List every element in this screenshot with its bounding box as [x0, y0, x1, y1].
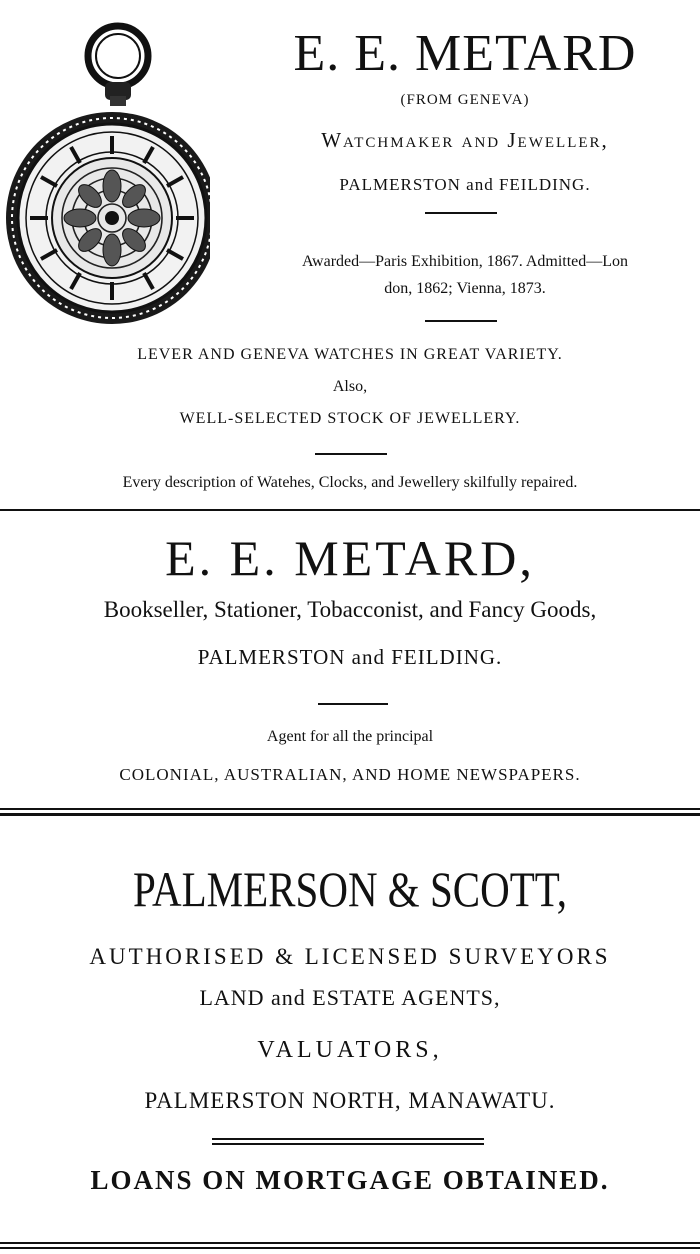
ad2-newspapers: COLONIAL, AUSTRALIAN, AND HOME NEWSPAPERS.: [119, 765, 581, 784]
divider-2-top: [0, 808, 700, 810]
ad2-agent-line: Agent for all the principal: [266, 728, 434, 745]
ad3-agents: LAND and ESTATE AGENTS,: [199, 985, 501, 1010]
ad1-short-rule-2: [425, 320, 497, 322]
ad1-repairs: Every description of Watehes, Clocks, and Jewellery skilfully repaired.: [122, 474, 578, 491]
ad3-rule-bottom: [212, 1143, 484, 1145]
ad1-awards-line1: Awarded—Paris Exhibition, 1867. Admitted—Lon: [301, 253, 629, 270]
ad1-awards: [235, 248, 695, 302]
ad3-rule-top: [212, 1138, 484, 1140]
ad2-locations: PALMERSTON and FEILDING.: [197, 645, 503, 669]
ad1-jewellery-stock: WELL-SELECTED STOCK OF JEWELLERY.: [179, 410, 521, 427]
divider-3-top: [0, 1242, 700, 1244]
ad1-trade: Watchmaker and Jeweller,: [321, 128, 609, 152]
ad2-trade: Bookseller, Stationer, Tobacconist, and Fancy Goods,: [103, 597, 597, 622]
ad2-short-rule: [318, 703, 388, 705]
ad1-awards-line2: don, 1862; Vienna, 1873.: [384, 280, 546, 297]
divider-1: [0, 509, 700, 511]
ad1-watches: LEVER AND GENEVA WATCHES IN GREAT VARIETY.: [137, 346, 563, 363]
ad3-title: PALMERSON & SCOTT,: [132, 861, 568, 917]
ad1-short-rule-3: [315, 453, 387, 455]
divider-3-bottom: [0, 1247, 700, 1249]
pocket-watch-icon: [2, 8, 210, 328]
ad3-surveyors: AUTHORISED & LICENSED SURVEYORS: [89, 944, 611, 969]
ad1-title: E. E. METARD: [293, 25, 637, 82]
ad3-loans: LOANS ON MORTGAGE OBTAINED.: [90, 1165, 610, 1195]
ad1-origin: (FROM GENEVA): [400, 92, 530, 108]
ad1-short-rule: [425, 212, 497, 214]
ad2-title: E. E. METARD,: [165, 530, 535, 586]
ad3-valuators: VALUATORS,: [257, 1037, 443, 1063]
divider-2-bottom: [0, 813, 700, 816]
ad1-also: Also,: [332, 378, 368, 395]
ad1-locations: PALMERSTON and FEILDING.: [339, 175, 591, 194]
ad3-location: PALMERSTON NORTH, MANAWATU.: [144, 1088, 556, 1113]
